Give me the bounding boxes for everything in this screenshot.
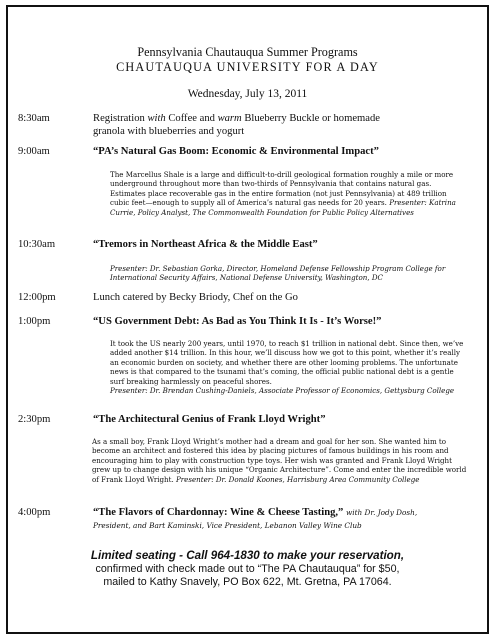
- schedule-time: 12:00pm: [18, 292, 56, 303]
- schedule-time: 1:00pm: [18, 316, 51, 327]
- schedule-title: Registration with Coffee and warm Blueberry Buckle or homemade granola with blueberries and yogurt: [93, 113, 380, 137]
- schedule-time: 2:30pm: [18, 414, 51, 425]
- schedule-title: “The Flavors of Chardonnay: Wine & Cheese Tasting,” with Dr. Jody Dosh, President, and Bart Kaminski, Vice President, Lebanon Valley Wine Club: [93, 507, 418, 530]
- schedule-time: 8:30am: [18, 113, 50, 124]
- schedule-title: Lunch catered by Becky Briody, Chef on the Go: [93, 292, 298, 303]
- event-date: Wednesday, July 13, 2011: [187, 88, 308, 100]
- reservation-callout: Limited seating - Call 964-1830 to make your reservation,: [90, 549, 405, 562]
- session-presenter: Presenter: Dr. Sebastian Gorka, Director, Homeland Defense Fellowship Program College for International Security Affairs, National Defense University, Washington, DC: [110, 264, 446, 283]
- session-description: The Marcellus Shale is a large and difficult-to-drill geological formation roughly a mile or more underground throughout more than two-thirds of Pennsylvania that contains natural gas. Estimates place recoverable gas in the entire formation (not just Pennsylvania) at 489 trillion cubic feet—enough to supply all of America’s natural gas needs for 20 years. Presenter: Katrina Currie, Policy Analyst, The Commonwealth Foundation for Public Policy Alternatives: [110, 170, 456, 217]
- schedule-time: 10:30am: [18, 239, 56, 250]
- event-title: CHAUTAUQUA UNIVERSITY FOR A DAY: [116, 60, 379, 74]
- schedule-time: 9:00am: [18, 146, 50, 157]
- program-series-title: Pennsylvania Chautauqua Summer Programs: [137, 45, 358, 59]
- reservation-payment-info: confirmed with check made out to “The PA Chautauqua” for $50,: [95, 563, 400, 575]
- schedule-title: “The Architectural Genius of Frank Lloyd Wright”: [93, 414, 326, 425]
- reservation-mailing-address: mailed to Kathy Snavely, PO Box 622, Mt. Gretna, PA 17064.: [103, 576, 392, 588]
- schedule-title: “US Government Debt: As Bad as You Think It Is - It’s Worse!”: [93, 316, 382, 327]
- schedule-title: “PA’s Natural Gas Boom: Economic & Environmental Impact”: [93, 146, 379, 157]
- schedule-time: 4:00pm: [18, 507, 51, 518]
- session-description: It took the US nearly 200 years, until 1970, to reach $1 trillion in national debt. Since then, we’ve added another $14 trillion. In this hour, we’ll discuss how we got to this point, whether it’s really an economic burden on society, and whether there are other looming problems. The unfortunate news is that compared to the tsunami that’s coming, the official public national debt is a gentle surf breaking harmlessly on peaceful shores. Presenter: Dr. Brendan Cushing-Daniels, Associate Professor of Economics, Gettysburg College: [110, 339, 464, 396]
- schedule-title: “Tremors in Northeast Africa & the Middle East”: [93, 239, 318, 250]
- session-description: As a small boy, Frank Lloyd Wright’s mother had a dream and goal for her son. She wanted him to become an architect and fostered this idea by placing pictures of famous buildings in his room and encouraging him to play with construction type toys. Her wish was granted and Frank Lloyd Wright grew up to change design with his unique “Organic Architecture”. Come and enter the incredible world of Frank Lloyd Wright. Presenter: Dr. Donald Koones, Harrisburg Area Community College: [92, 437, 467, 484]
